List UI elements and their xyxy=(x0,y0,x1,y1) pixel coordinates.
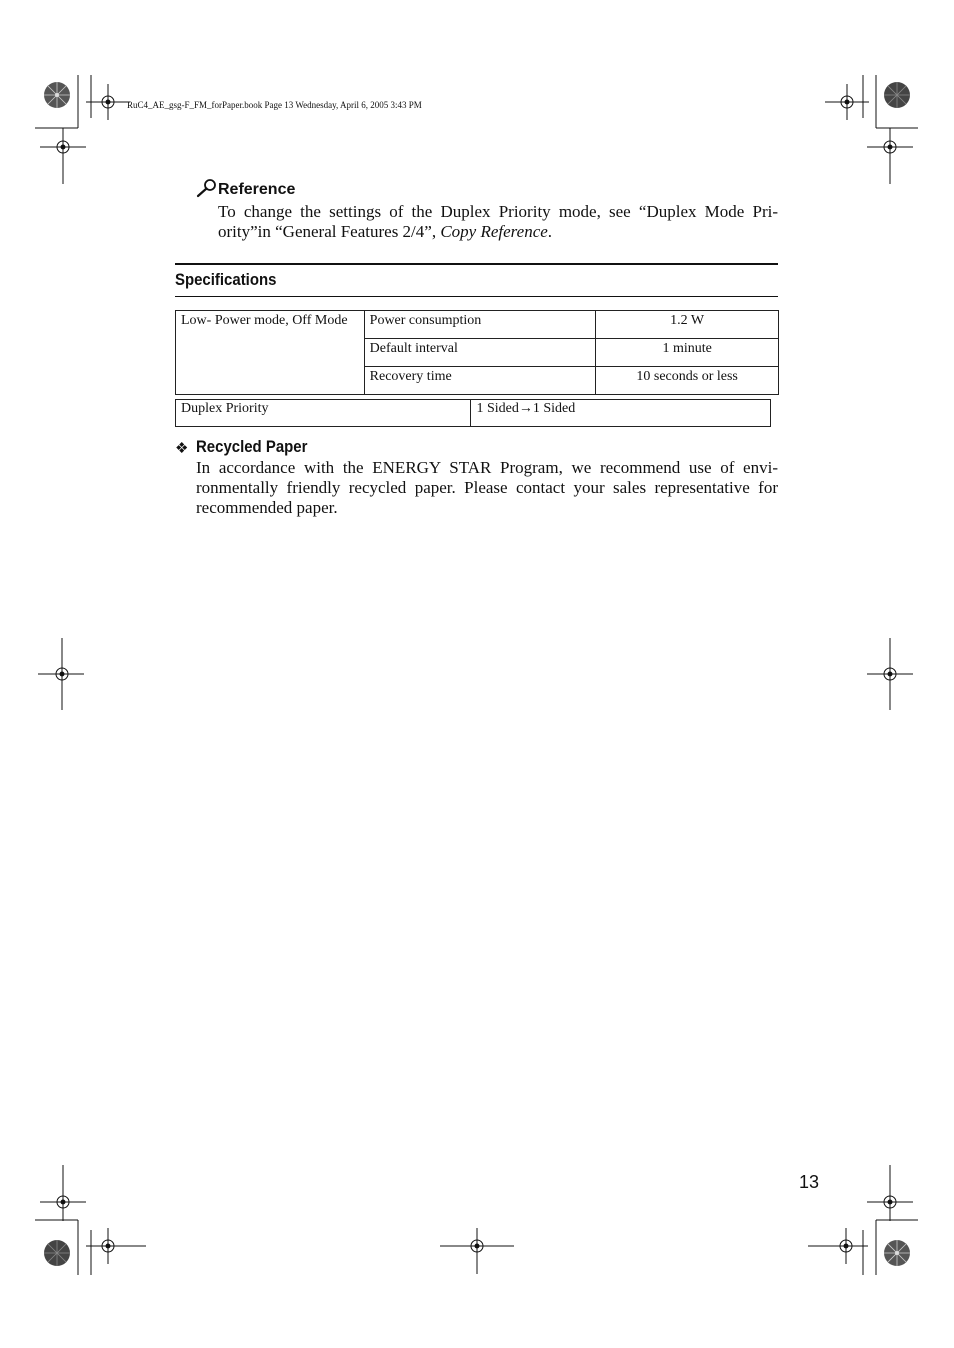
registration-target-icon xyxy=(40,1165,86,1221)
density-wheel-icon xyxy=(883,81,911,109)
diamond-bullet-icon: ❖ xyxy=(175,441,189,457)
spec-item-cell: Default interval xyxy=(364,339,596,367)
registration-target-icon xyxy=(867,1165,913,1221)
reference-book-title: Copy Reference xyxy=(440,222,548,241)
spec-item-cell: Power consumption xyxy=(364,311,596,339)
spec-value-cell: 1.2 W xyxy=(596,311,779,339)
section-title-specifications: Specifications xyxy=(175,270,277,289)
registration-target-icon xyxy=(38,638,84,710)
registration-target-icon xyxy=(808,1228,868,1264)
page-number: 13 xyxy=(799,1172,820,1192)
spec-value-cell: 1 minute xyxy=(596,339,779,367)
registration-target-icon xyxy=(440,1228,514,1274)
registration-target-icon xyxy=(40,128,86,184)
reference-title: Reference xyxy=(218,181,296,198)
registration-target-icon xyxy=(825,84,869,120)
density-wheel-icon xyxy=(43,81,71,109)
registration-target-icon xyxy=(86,1228,146,1264)
spec-value-cell: 10 seconds or less xyxy=(596,367,779,395)
density-wheel-icon xyxy=(43,1239,71,1267)
print-header-info: RuC4_AE_gsg-F_FM_forPaper.book Page 13 Wednesday, April 6, 2005 3:43 PM xyxy=(127,100,422,110)
density-wheel-icon xyxy=(883,1239,911,1267)
registration-target-icon xyxy=(86,84,130,120)
registration-target-icon xyxy=(867,128,913,184)
duplex-label-cell: Duplex Priority xyxy=(176,400,471,427)
spec-item-cell: Recovery time xyxy=(364,367,596,395)
reference-text-end: . xyxy=(547,222,553,241)
registration-target-icon xyxy=(867,638,913,710)
mode-label-cell: Low- Power mode, Off Mode xyxy=(176,311,365,395)
reference-text-main: To change the settings of the Duplex Priority mode, see “Duplex Mode Pri-ority”in “General Features 2/4”, xyxy=(218,202,778,241)
recycled-paper-text: In accordance with the ENERGY STAR Program, we recommend use of envi-ronmentally friendly recycled paper. Please contact your sales representative for recommended paper. xyxy=(196,458,778,517)
duplex-value-cell: 1 Sided→1 Sided xyxy=(471,400,771,427)
recycled-paper-title: Recycled Paper xyxy=(196,437,308,456)
